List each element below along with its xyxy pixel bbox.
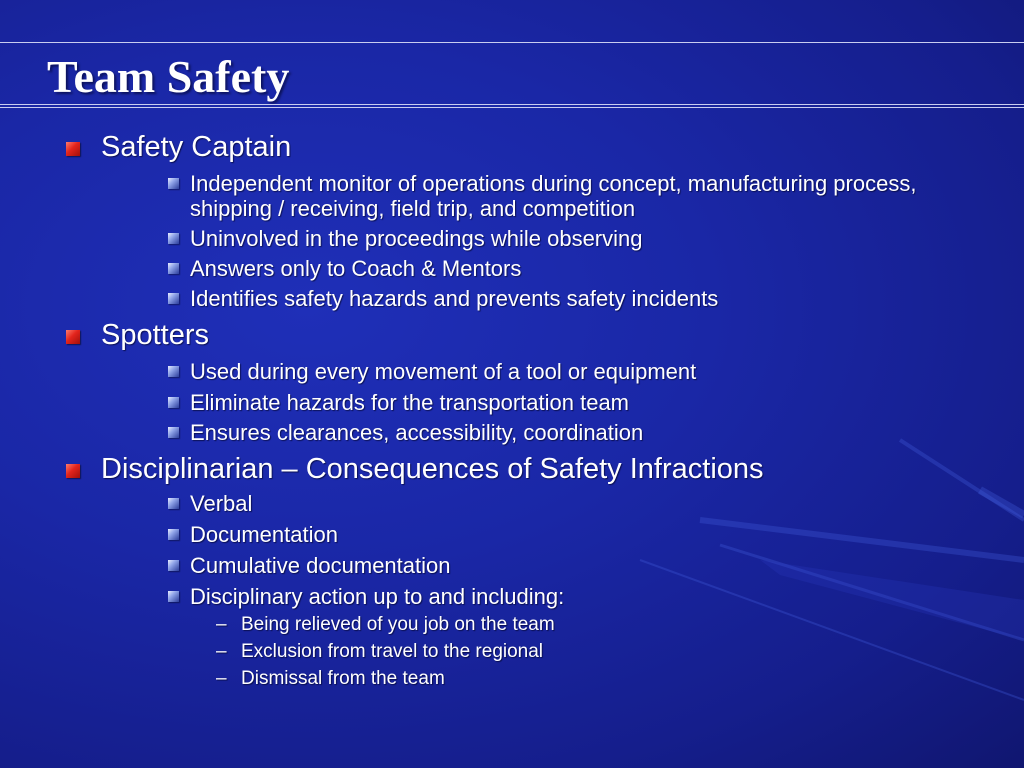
- sub-list-item: Being relieved of you job on the team: [241, 614, 555, 635]
- dash-bullet-icon: –: [216, 614, 227, 635]
- blue-square-bullet-icon: [168, 293, 179, 304]
- slide-title: Team Safety: [47, 51, 290, 102]
- list-item: Eliminate hazards for the transportation team: [190, 390, 630, 415]
- list-item: Independent monitor of operations during concept, manufacturing process, shipping / receiving, field trip, and competition: [190, 171, 917, 221]
- list-item: Uninvolved in the proceedings while observing: [190, 226, 643, 251]
- blue-square-bullet-icon: [168, 397, 179, 408]
- red-square-bullet-icon: [66, 464, 80, 478]
- sub-list-item: Dismissal from the team: [241, 668, 445, 689]
- blue-square-bullet-icon: [168, 366, 179, 377]
- list-item: Identifies safety hazards and prevents safety incidents: [190, 286, 719, 311]
- list-item: Verbal: [190, 491, 253, 516]
- red-square-bullet-icon: [66, 142, 80, 156]
- list-item: Disciplinary action up to and including:: [190, 584, 565, 609]
- section-heading: Spotters: [101, 319, 209, 351]
- blue-square-bullet-icon: [168, 178, 179, 189]
- blue-square-bullet-icon: [168, 498, 179, 509]
- title-rule-top: [0, 42, 1024, 43]
- dash-bullet-icon: –: [216, 641, 227, 662]
- title-rule-bottom-secondary: [0, 107, 1024, 108]
- list-item: Cumulative documentation: [190, 553, 451, 578]
- blue-square-bullet-icon: [168, 591, 179, 602]
- list-item: Answers only to Coach & Mentors: [190, 256, 522, 281]
- dash-bullet-icon: –: [216, 668, 227, 689]
- blue-square-bullet-icon: [168, 560, 179, 571]
- section-heading: Disciplinarian – Consequences of Safety Infractions: [101, 453, 764, 485]
- blue-square-bullet-icon: [168, 529, 179, 540]
- list-item: Documentation: [190, 522, 338, 547]
- list-item: Used during every movement of a tool or equipment: [190, 359, 697, 384]
- sub-list-item: Exclusion from travel to the regional: [241, 641, 544, 662]
- section-heading: Safety Captain: [101, 131, 292, 163]
- title-rule-bottom: [0, 104, 1024, 105]
- blue-square-bullet-icon: [168, 233, 179, 244]
- red-square-bullet-icon: [66, 330, 80, 344]
- blue-square-bullet-icon: [168, 263, 179, 274]
- list-item: Ensures clearances, accessibility, coordination: [190, 420, 644, 445]
- blue-square-bullet-icon: [168, 427, 179, 438]
